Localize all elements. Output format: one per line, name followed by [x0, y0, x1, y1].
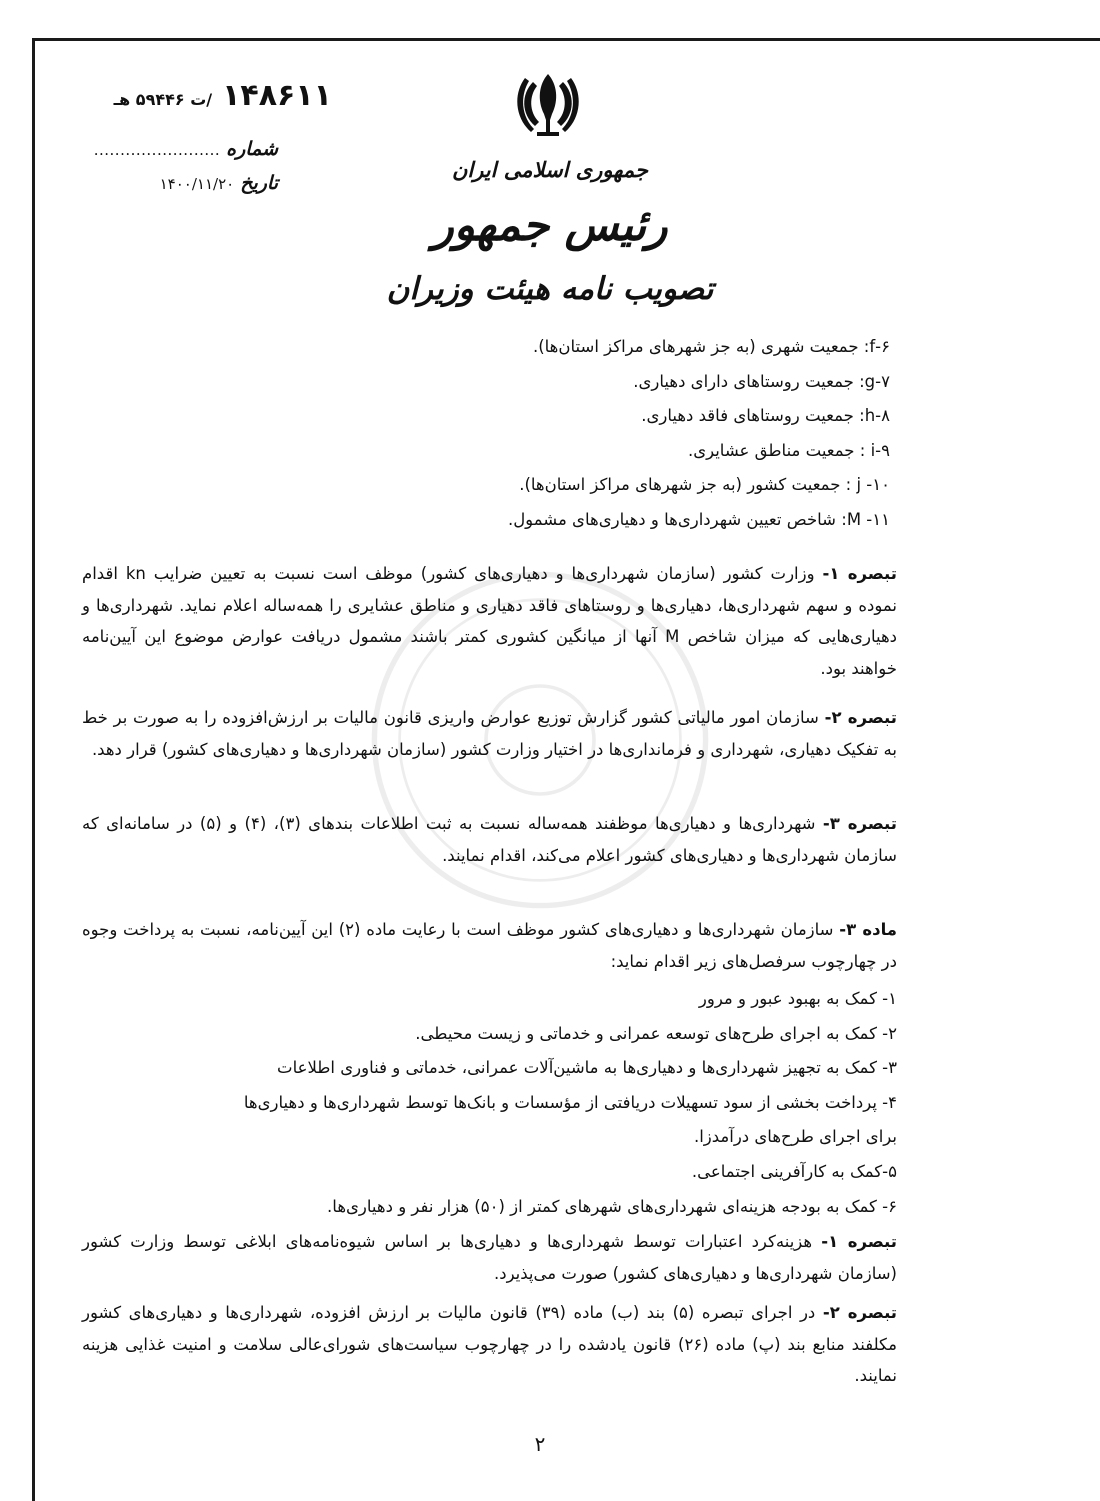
article-3-paragraph: [82, 914, 897, 977]
list-item: ۹-i : جمعیت مناطق عشایری.: [687, 440, 890, 460]
letterhead: [380, 150, 720, 316]
page-border-left: [32, 38, 35, 1501]
article-3-label: ماده ۳-: [839, 920, 897, 939]
date-row: [78, 172, 278, 206]
article-3-note-2-paragraph: [82, 1297, 897, 1392]
article-3-text: سازمان شهرداری‌ها و دهیاری‌های کشور موظف است با رعایت ماده (۲) این آیین‌نامه، نسبت به پرداخت وجوه در چهارچوب سرفصل‌های زیر اقدام نماید:: [82, 920, 897, 971]
note-1-label: تبصره ۱-: [822, 564, 897, 583]
note-1-paragraph: [82, 558, 897, 684]
article-3-note-2-label: تبصره ۲-: [822, 1303, 897, 1322]
article-3-note-1-text: هزینه‌کرد اعتبارات توسط شهرداری‌ها و دهیاری‌ها بر اساس شیوه‌نامه‌های ابلاغی توسط وزارت کشور (سازمان شهرداری‌ها و دهیاری‌های کشور) صورت می‌پذیرد.: [82, 1232, 897, 1283]
number-value: ........................: [93, 141, 221, 159]
number-row: [78, 138, 278, 172]
office-title: رئیس جمهور: [432, 200, 668, 251]
article-3-item: ۵-کمک به کارآفرینی اجتماعی.: [691, 1162, 897, 1181]
serial-reference: /ت ۵۹۴۴۶ هـ: [113, 90, 213, 109]
article-3-item: ۱- کمک به بهبود عبور و مرور: [698, 989, 897, 1008]
serial-number-value: ۱۴۸۶۱۱: [222, 78, 332, 113]
note-3-paragraph: [82, 808, 897, 871]
article-3-item: ۳- کمک به تجهیز شهرداری‌ها و دهیاری‌ها به ماشین‌آلات عمرانی، خدماتی و فناوری اطلاعات: [277, 1058, 897, 1077]
article-3-note-1-paragraph: [82, 1226, 897, 1289]
note-3-label: تبصره ۳-: [822, 814, 897, 833]
article-3-note-1-label: تبصره ۱-: [821, 1232, 897, 1251]
list-item: ۱۰- j : جمعیت کشور (به جز شهرهای مراکز استان‌ها).: [519, 475, 890, 495]
date-value: ۱۴۰۰/۱۱/۲۰: [159, 175, 235, 193]
note-3-text: شهرداری‌ها و دهیاری‌ها موظفند همه‌ساله نسبت به ثبت اطلاعات بندهای (۳)، (۴) و (۵) در سامانه‌ای که سازمان شهرداری‌ها و دهیاری‌های کشور اعلام می‌کند، اقدام نمایند.: [82, 814, 897, 865]
list-item: ۶-f: جمعیت شهری (به جز شهرهای مراکز استان‌ها).: [532, 337, 890, 356]
article-3-item: ۲- کمک به اجرای طرح‌های توسعه عمرانی و خدماتی و زیست محیطی.: [415, 1024, 897, 1043]
date-label: تاریخ: [240, 172, 278, 194]
letter-meta: [78, 138, 278, 206]
serial-number: [92, 78, 332, 118]
list-item: ۷-g: جمعیت روستاهای دارای دهیاری.: [633, 371, 890, 391]
document-type: تصویب نامه هیئت وزیران: [386, 271, 714, 307]
article-3-item: ۶- کمک به بودجه هزینه‌ای شهرداری‌های شهرهای کمتر از (۵۰) هزار نفر و دهیاری‌ها.: [327, 1197, 897, 1216]
note-2-text: سازمان امور مالیاتی کشور گزارش توزیع عوارض واریزی قانون مالیات بر ارزش‌افزوده را به صورت بر خط به تفکیک دهیاری، شهرداری و فرمانداری‌ها در اختیار وزارت کشور (سازمان شهرداری‌ها و دهیاری‌های کشور) قرار دهد.: [82, 708, 897, 759]
country-name: جمهوری اسلامی ایران: [451, 157, 649, 182]
article-3-note-2-text: در اجرای تبصره (۵) بند (ب) ماده (۳۹) قانون مالیات بر ارزش افزوده، شهرداری‌ها و دهیاری‌های کشور مکلفند منابع بند (پ) ماده (۲۶) قانون یادشده را در چهارچوب سیاست‌های شورای‌عالی سلامت و امنیت غذایی هزینه نمایند.: [82, 1303, 897, 1385]
note-2-label: تبصره ۲-: [824, 708, 897, 727]
article-3-item-continued: برای اجرای طرح‌های درآمدزا.: [693, 1127, 897, 1146]
iran-emblem-icon: [515, 70, 581, 140]
definition-list: [218, 330, 898, 538]
list-item: ۱۱- M: شاخص تعیین شهرداری‌ها و دهیاری‌های مشمول.: [507, 509, 890, 529]
note-2-paragraph: [82, 702, 897, 765]
number-label: شماره: [226, 138, 278, 160]
list-item: ۸-h: جمعیت روستاهای فاقد دهیاری.: [641, 406, 890, 426]
page-number: ۲: [534, 1432, 546, 1456]
page-border-top: [32, 38, 1100, 41]
note-1-text: وزارت کشور (سازمان شهرداری‌ها و دهیاری‌های کشور) موظف است نسبت به تعیین ضرایب kn اقدام نموده و سهم شهرداری‌ها، دهیاری‌ها و روستاهای فاقد دهیاری و مناطق عشایری را همه‌ساله اعلام نماید. شهرداری‌ها و دهیاری‌هایی که میزان شاخص M آنها از میانگین کشوری کمتر باشند مشمول دریافت عوارض موضوع این آیین‌نامه خواهند بود.: [82, 564, 897, 678]
article-3-item: ۴- پرداخت بخشی از سود تسهیلات دریافتی از مؤسسات و بانک‌ها توسط شهرداری‌ها و دهیاری‌ها: [243, 1093, 897, 1112]
